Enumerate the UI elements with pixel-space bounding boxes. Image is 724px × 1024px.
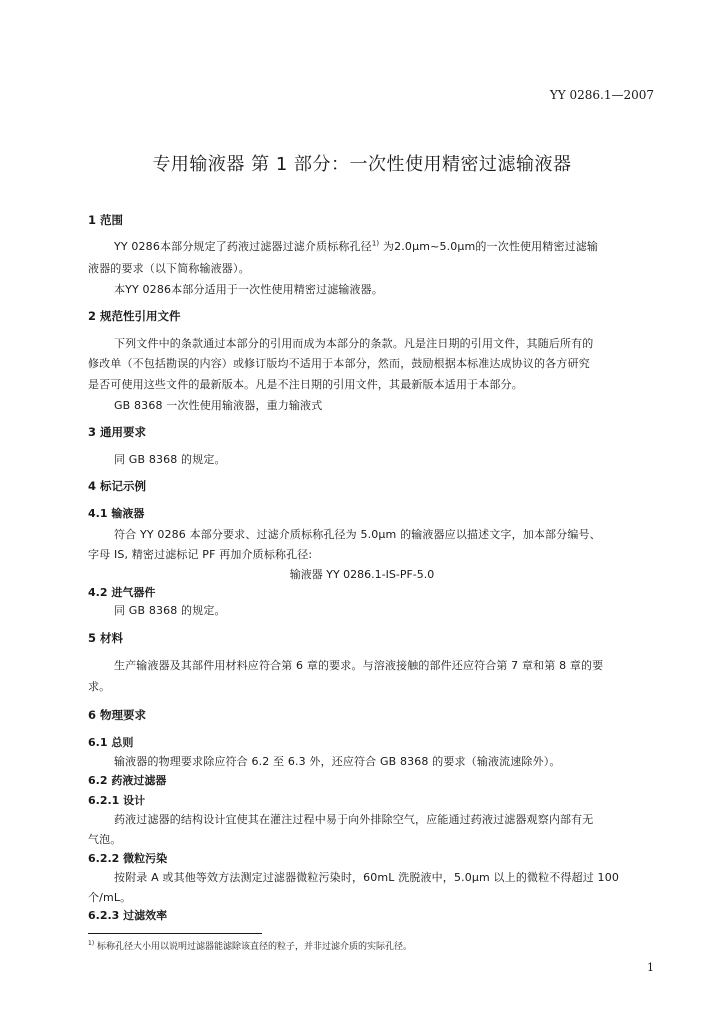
section-2-line-3: 是否可使用这些文件的最新版本。凡是不注日期的引用文件，其最新版本适用于本部分。 (88, 378, 523, 391)
document-title: 专用输液器 第 1 部分：一次性使用精密过滤输液器 (152, 154, 572, 175)
section-4-2-text: 同 GB 8368 的规定。 (114, 604, 226, 617)
section-1-text-a: YY 0286本部分规定了药液过滤器过滤介质标称孔径 (114, 240, 372, 253)
section-2-reference: GB 8368 一次性使用输液器，重力输液式 (114, 399, 323, 412)
section-4-1-line-1: 符合 YY 0286 本部分要求、过滤介质标称孔径为 5.0μm 的输液器应以描述文字，加本部分编号、 (114, 528, 601, 541)
footnote-rule (88, 933, 262, 934)
section-6-2-heading: 6.2 药液过滤器 (88, 774, 167, 787)
section-2-line-1: 下列文件中的条款通过本部分的引用而成为本部分的条款。凡是注日期的引用文件，其随后所有的 (114, 337, 594, 350)
section-6-2-2-line-1: 按附录 A 或其他等效方法测定过滤器微粒污染时，60mL 洗脱液中，5.0μm 以上的微粒不得超过 100 (114, 871, 619, 884)
section-1-text-b: 为2.0μm~5.0μm的一次性使用精密过滤输 (379, 240, 599, 253)
section-3-text: 同 GB 8368 的规定。 (114, 453, 226, 466)
section-1-paragraph-1-line-2: 液器的要求（以下简称输液器）。 (88, 262, 250, 275)
section-5-line-1: 生产输液器及其部件用材料应符合第 6 章的要求。与溶液接触的部件还应符合第 7 章和第 8 章的要 (114, 659, 604, 672)
section-4-2-heading: 4.2 进气器件 (88, 586, 156, 599)
section-6-2-2-line-2: 个/mL。 (88, 891, 132, 904)
section-6-heading: 6 物理要求 (88, 708, 147, 722)
footnote (88, 939, 412, 952)
section-2-heading: 2 规范性引用文件 (88, 309, 181, 323)
section-3-heading: 3 通用要求 (88, 425, 147, 439)
section-2-line-2: 修改单（不包括勘误的内容）或修订版均不适用于本部分，然而，鼓励根据本标准达成协议的各方研究 (88, 357, 590, 370)
footnote-marker: 1) (88, 940, 95, 947)
standard-number: YY 0286.1—2007 (549, 88, 654, 102)
section-1-heading: 1 范围 (88, 213, 124, 227)
section-1-paragraph-1 (114, 238, 598, 254)
section-6-2-1-line-2: 气泡。 (88, 833, 122, 846)
marking-formula: 输液器 YY 0286.1-IS-PF-5.0 (289, 568, 435, 581)
section-4-1-heading: 4.1 输液器 (88, 507, 145, 520)
section-6-2-1-line-1: 药液过滤器的结构设计宜使其在灌注过程中易于向外排除空气，应能通过药液过滤器观察内部有无 (114, 813, 594, 826)
footnote-ref: 1) (371, 239, 380, 248)
section-4-heading: 4 标记示例 (88, 479, 147, 493)
section-6-2-3-heading: 6.2.3 过滤效率 (88, 909, 168, 922)
footnote-text: 标称孔径大小用以说明过滤器能滤除该直径的粒子，并非过滤介质的实际孔径。 (94, 942, 413, 952)
section-6-2-2-heading: 6.2.2 微粒污染 (88, 852, 168, 865)
section-5-line-2: 求。 (88, 680, 111, 693)
section-5-heading: 5 材料 (88, 631, 124, 645)
section-4-1-line-2: 字母 IS, 精密过滤标记 PF 再加介质标称孔径: (88, 548, 313, 561)
section-6-1-heading: 6.1 总则 (88, 736, 134, 749)
page-number: 1 (647, 961, 654, 974)
section-6-1-text: 输液器的物理要求除应符合 6.2 至 6.3 外，还应符合 GB 8368 的要求（输液流速除外）。 (114, 755, 561, 768)
section-6-2-1-heading: 6.2.1 设计 (88, 794, 146, 807)
section-1-paragraph-2: 本YY 0286本部分适用于一次性使用精密过滤输液器。 (114, 283, 383, 296)
